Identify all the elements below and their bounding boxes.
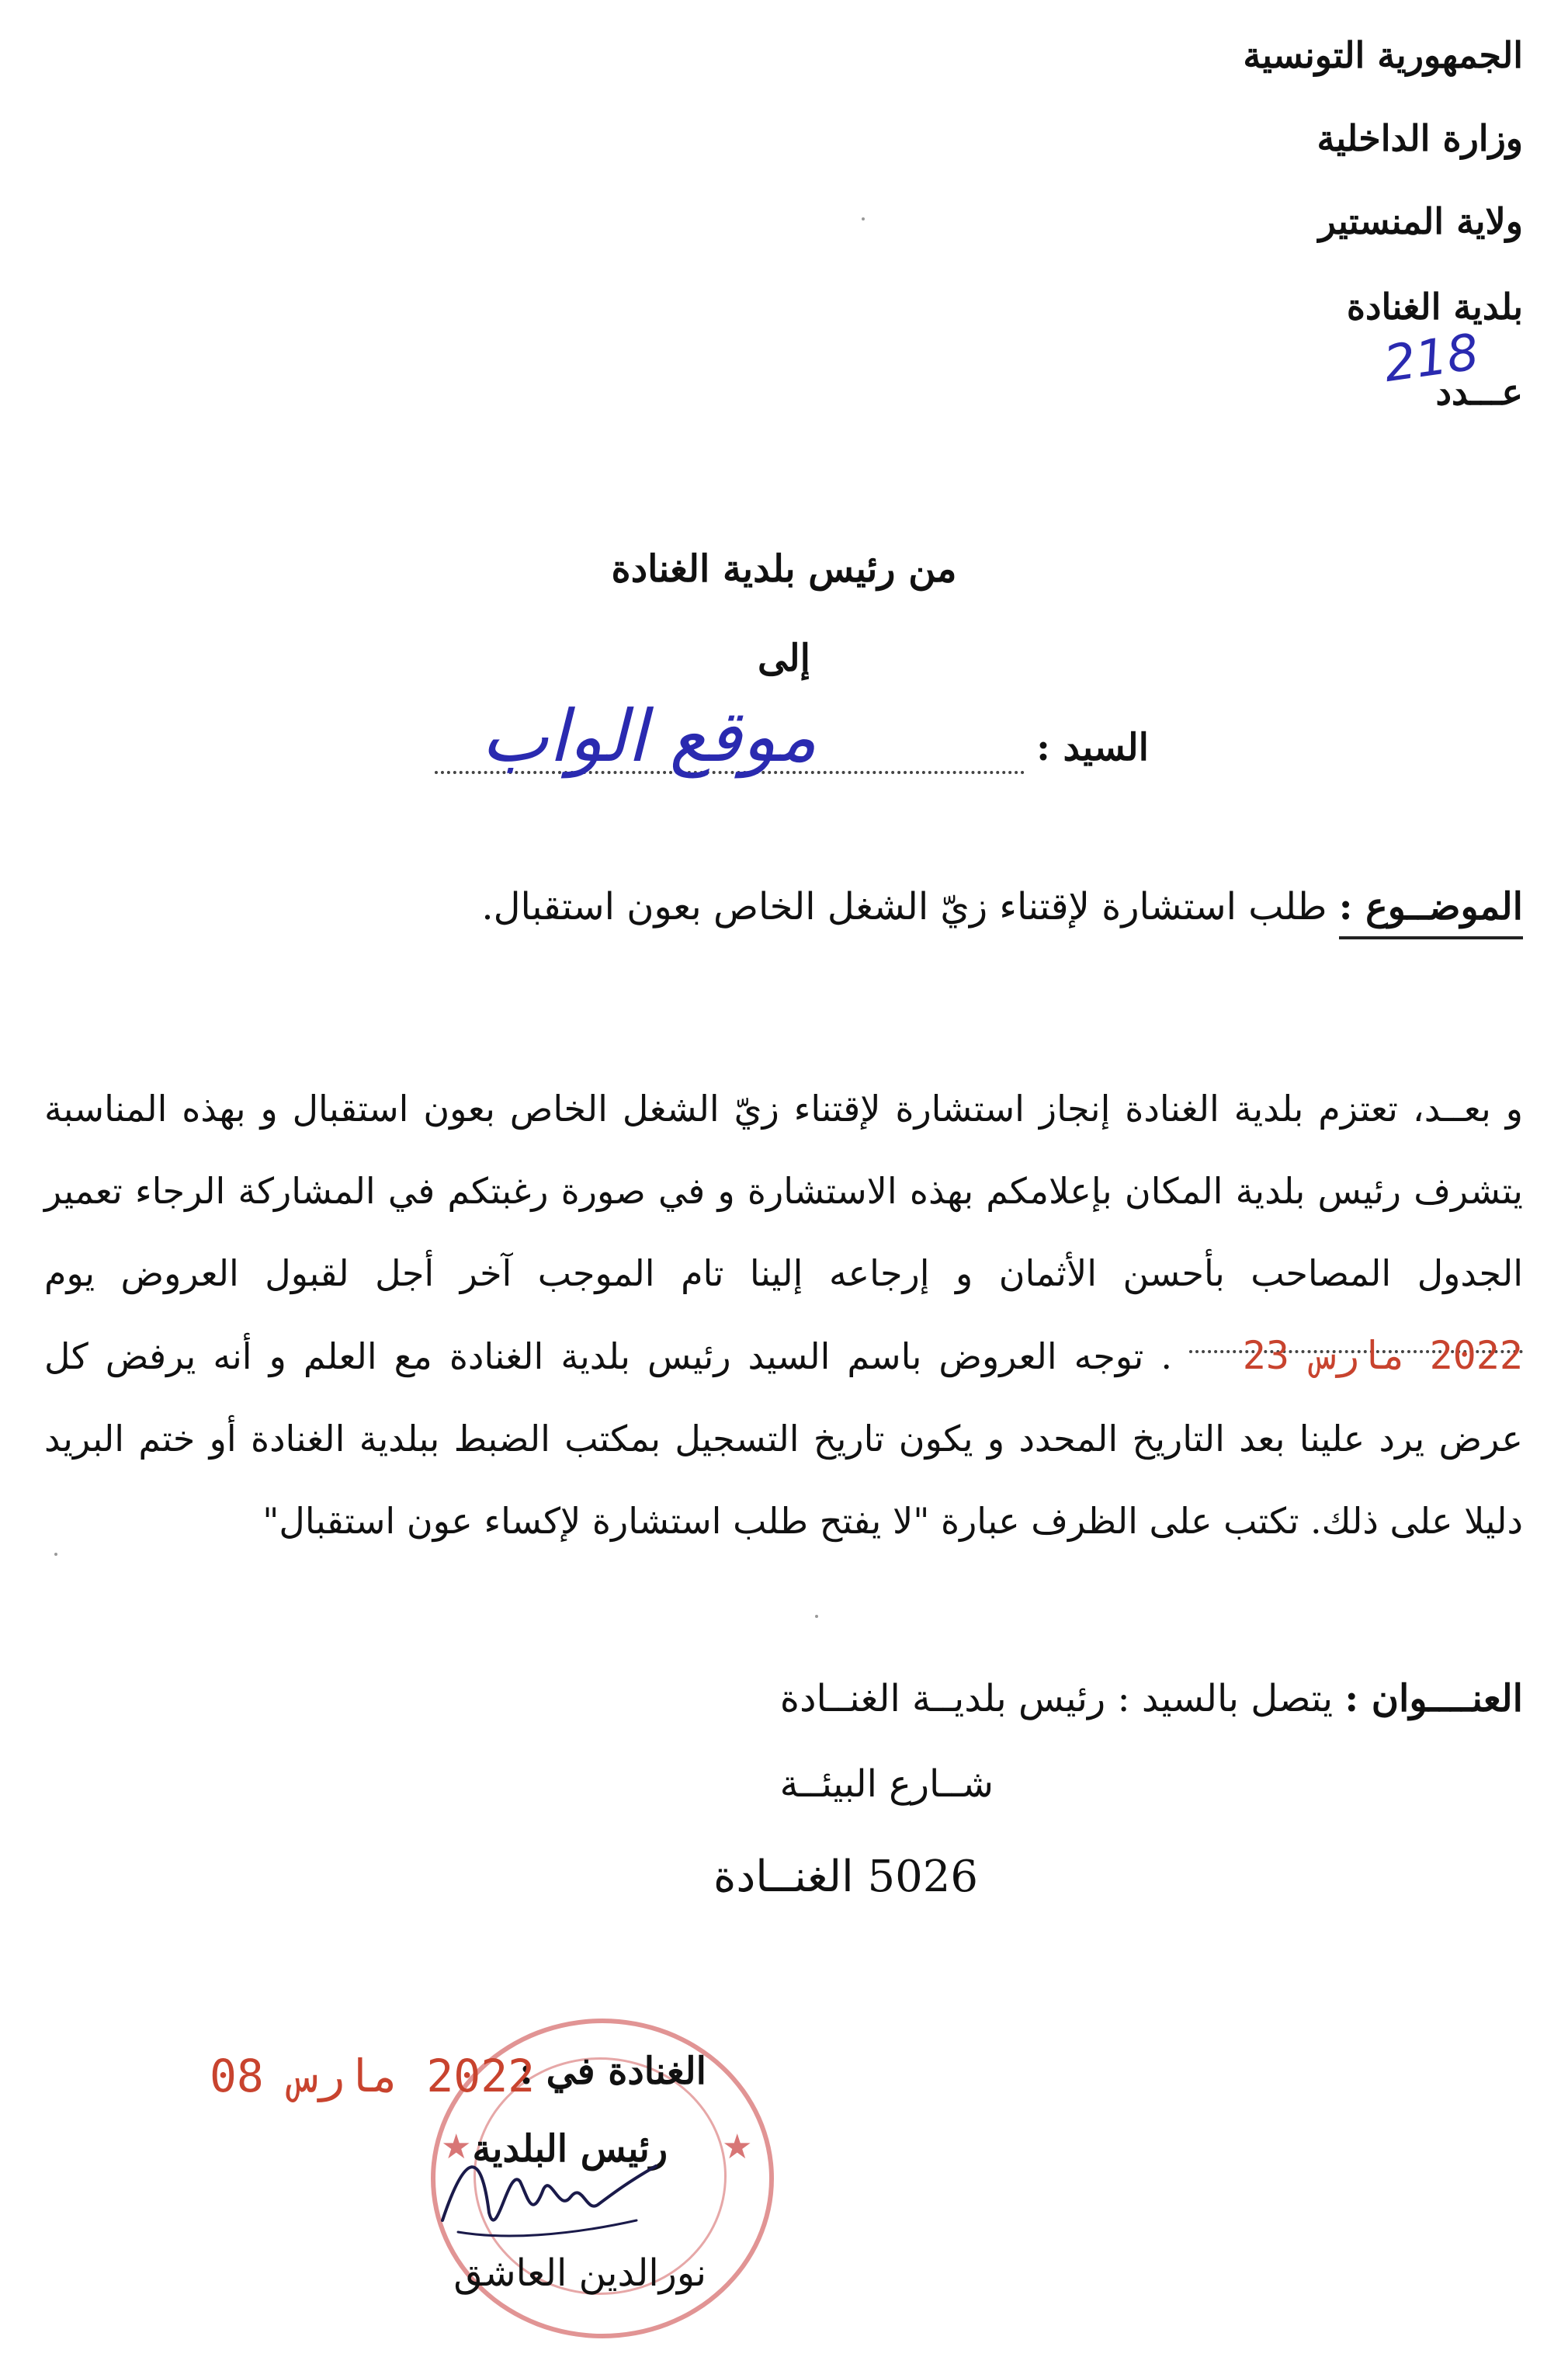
address-label: العنــــوان : — [1344, 1677, 1523, 1720]
body-text-part2: . توجه العروض باسم السيد رئيس بلدية الغنادة مع العلم و أنه يرفض كل عرض يرد علينا بعد التاريخ المحدد و يكون تاريخ التسجيل بمكتب الضبط ببلدية الغنادة أو ختم البريد دليلا على ذلك. تكتب على الظرف عبارة "لا يفتح طلب استشارة لإكساء عون استقبال" — [44, 1335, 1523, 1542]
subject-line — [481, 885, 1523, 929]
header-republic: الجمهورية التونسية — [1243, 34, 1523, 76]
header-municipality: بلدية الغنادة — [1346, 286, 1523, 328]
deadline-date-stamp: 2022 مارس 23 — [1242, 1333, 1523, 1378]
signing-date-stamp: 2022 مارس 08 — [210, 2050, 536, 2102]
body-paragraph — [44, 1067, 1523, 1562]
reference-number-handwritten: 218 — [1380, 323, 1483, 394]
scan-speck — [862, 217, 865, 220]
recipient-handwritten-name: موقع الواب — [481, 695, 817, 778]
address-contact: يتصل بالسيد : رئيس بلديــة الغنــادة — [779, 1677, 1345, 1720]
address-line-1 — [780, 1677, 1523, 1720]
seal-star-icon: ★ — [441, 2127, 472, 2167]
header-ministry: وزارة الداخلية — [1316, 117, 1523, 159]
subject-text: طلب استشارة لإقتناء زيّ الشغل الخاص بعون استقبال. — [481, 885, 1339, 929]
header-governorate: ولاية المنستير — [1318, 200, 1523, 242]
address-line-3: 5026 الغنــادة — [713, 1852, 978, 1902]
deadline-date-field — [1189, 1314, 1523, 1378]
subject-label: الموضــوع : — [1339, 885, 1523, 939]
recipient-label: السيد : — [1036, 726, 1149, 769]
address-line-2: شــارع البيئــة — [779, 1762, 994, 1806]
from-line: من رئيس بلدية الغنادة — [611, 547, 957, 591]
seal-star-icon: ★ — [722, 2127, 753, 2167]
scan-speck — [54, 1553, 57, 1556]
signer-title: رئيس البلدية — [472, 2127, 668, 2171]
scan-speck — [815, 1615, 818, 1618]
to-line: إلى — [758, 637, 810, 680]
signer-name: نورالدين العاشق — [453, 2251, 706, 2295]
handwritten-signature — [435, 2135, 668, 2251]
place-date-label: الغنادة في : — [519, 2050, 706, 2093]
body-text-part1: و بعــد، تعتزم بلدية الغنادة إنجاز استشارة لإقتناء زيّ الشغل الخاص بعون استقبال و بهذه المناسبة يتشرف رئيس بلدية المكان بإعلامكم بهذه الاستشارة و في صورة رغبتكم في المشاركة الرجاء تعمير الجدول المصاحب بأحسن الأثمان و إرجاعه إلينا تام الموجب آخر أجل لقبول العروض يوم — [44, 1088, 1523, 1294]
header-number-label: عـــدد — [1435, 371, 1523, 413]
